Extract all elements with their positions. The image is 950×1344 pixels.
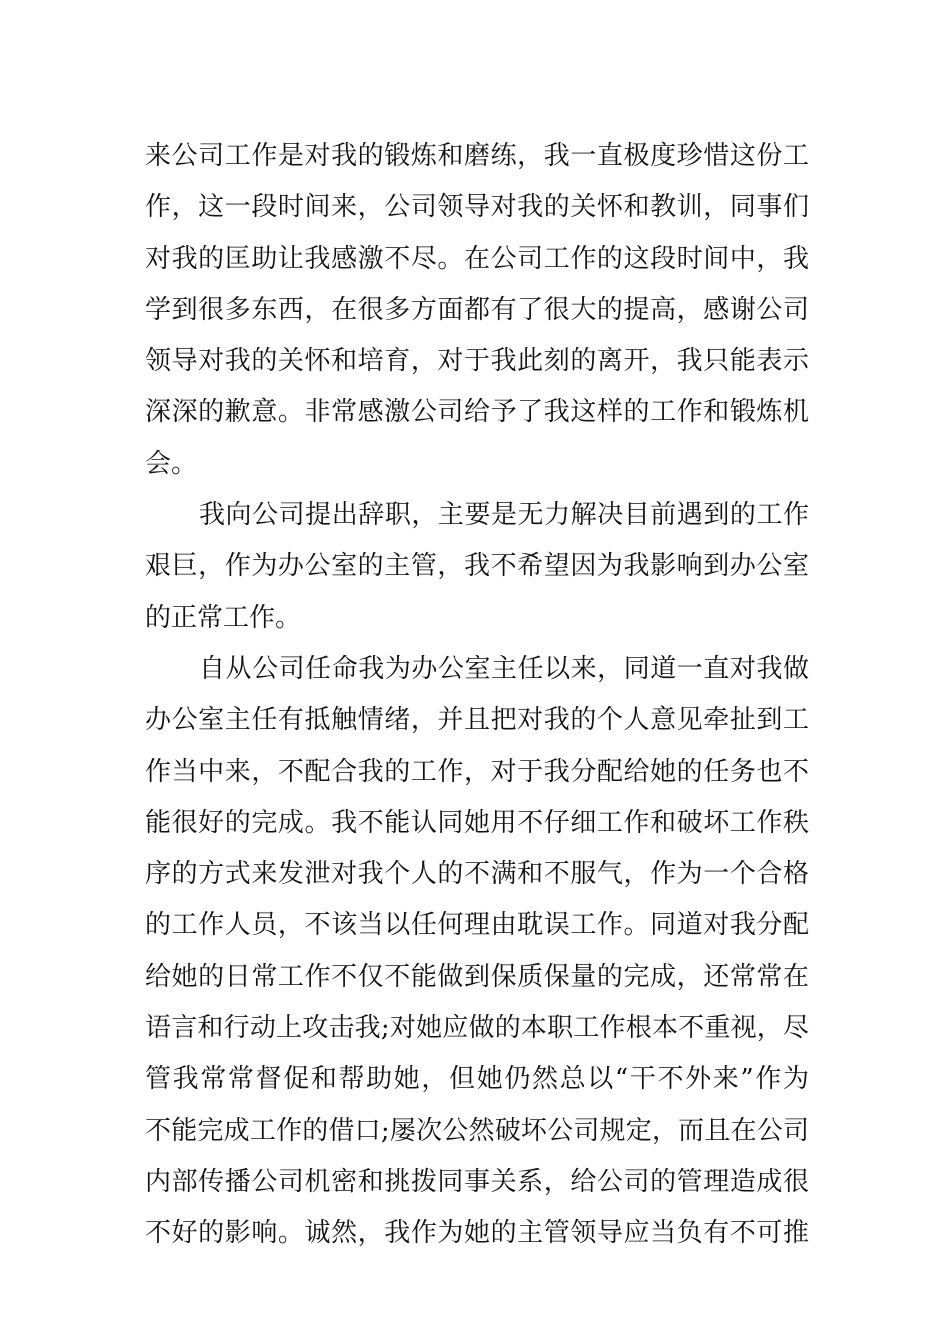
text-line: 管我常常督促和帮助她，但她仍然总以“干不外来”作为 <box>145 1064 809 1095</box>
text-line: 不能完成工作的借口;屡次公然破坏公司规定，而且在公司 <box>145 1115 809 1146</box>
text-line: 办公室主任有抵触情绪，并且把对我的个人意见牵扯到工 <box>145 705 809 736</box>
text-line: 不好的影响。诚然，我作为她的主管领导应当负有不可推 <box>145 1218 809 1249</box>
text-line: 内部传播公司机密和挑拨同事关系，给公司的管理造成很 <box>145 1166 809 1197</box>
text-line: 会。 <box>145 448 198 479</box>
text-line: 领导对我的关怀和培育，对于我此刻的离开，我只能表示 <box>145 346 809 377</box>
text-line: 深深的歉意。非常感激公司给予了我这样的工作和锻炼机 <box>145 397 809 428</box>
text-line: 我向公司提出辞职，主要是无力解决目前遇到的工作 <box>199 500 809 531</box>
text-line: 自从公司任命我为办公室主任以来，同道一直对我做 <box>199 653 809 684</box>
paragraph-2 <box>145 490 809 644</box>
text-line: 的正常工作。 <box>145 602 302 633</box>
text-line: 作，这一段时间来，公司领导对我的关怀和教训，同事们 <box>145 192 809 223</box>
text-line: 的工作人员，不该当以任何理由耽误工作。同道对我分配 <box>145 910 809 941</box>
text-line: 作当中来，不配合我的工作，对于我分配给她的任务也不 <box>145 756 809 787</box>
letter-body <box>145 131 809 1260</box>
text-line: 学到很多东西，在很多方面都有了很大的提高，感谢公司 <box>145 294 809 325</box>
text-line: 能很好的完成。我不能认同她用不仔细工作和破坏工作秩 <box>145 807 809 838</box>
text-line: 语言和行动上攻击我;对她应做的本职工作根本不重视，尽 <box>145 1013 809 1044</box>
paragraph-3 <box>145 644 809 1260</box>
text-line: 序的方式来发泄对我个人的不满和不服气，作为一个合格 <box>145 859 809 890</box>
paragraph-1 <box>145 131 809 490</box>
text-line: 对我的匡助让我感激不尽。在公司工作的这段时间中，我 <box>145 243 809 274</box>
text-line: 来公司工作是对我的锻炼和磨练，我一直极度珍惜这份工 <box>145 141 809 171</box>
text-line: 艰巨，作为办公室的主管，我不希望因为我影响到办公室 <box>145 551 809 582</box>
text-line: 给她的日常工作不仅不能做到保质保量的完成，还常常在 <box>145 961 809 992</box>
